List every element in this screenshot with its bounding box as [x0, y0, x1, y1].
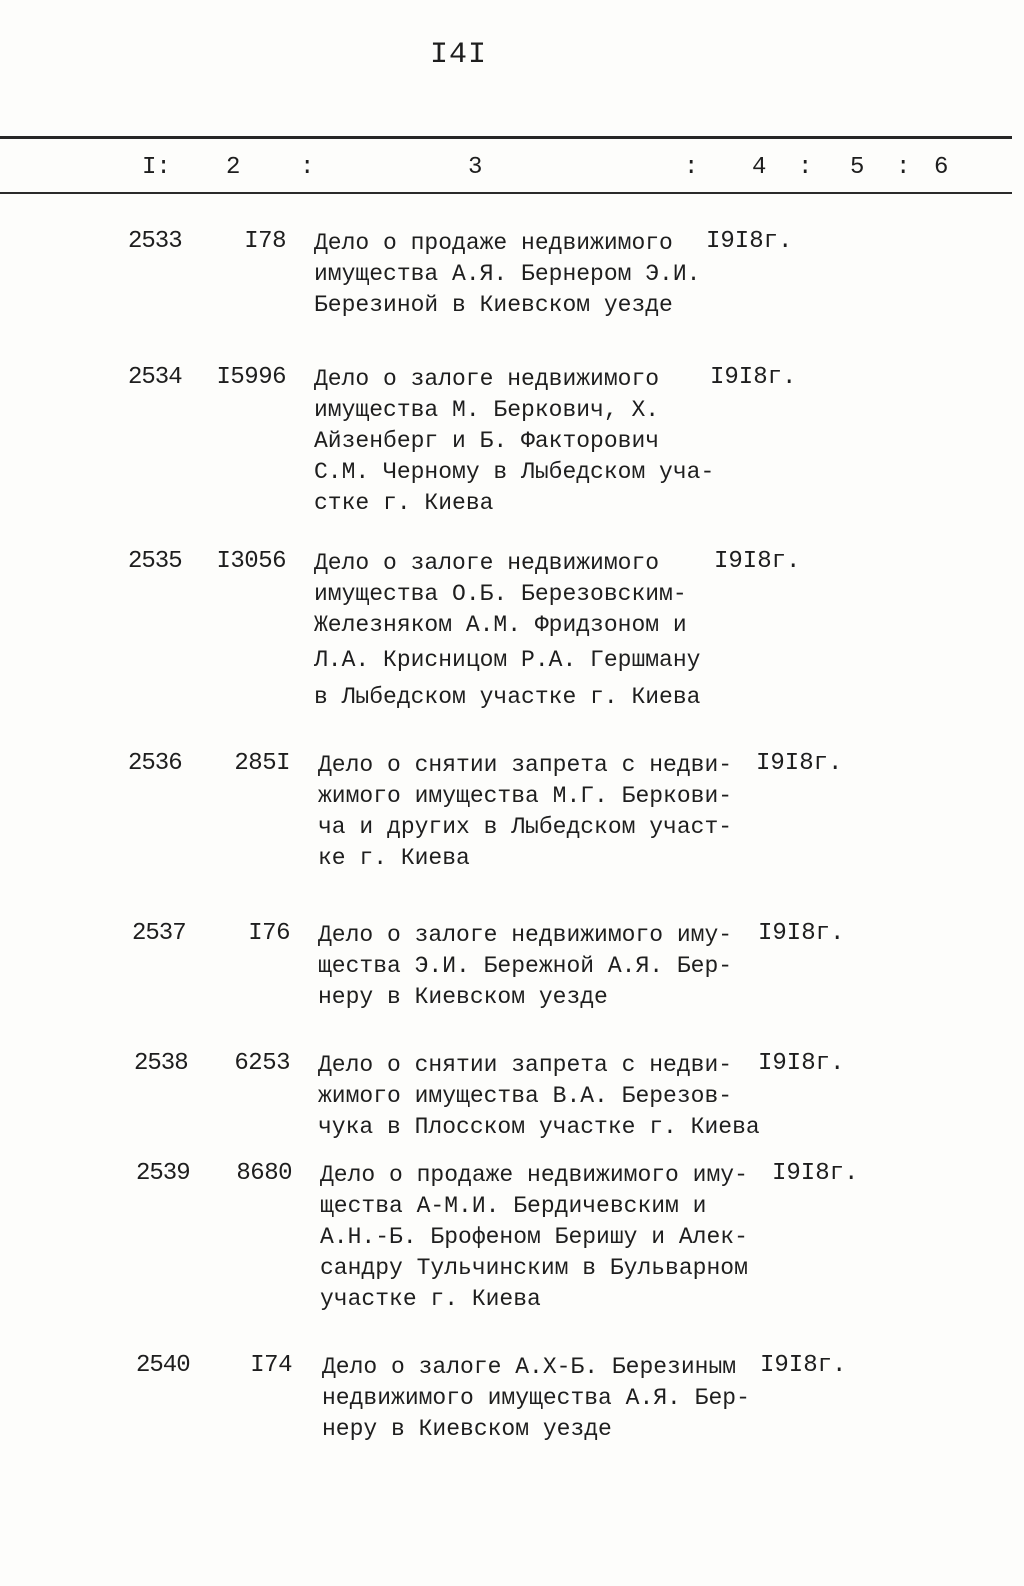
record-file-number: 8680	[236, 1160, 292, 1187]
record-title-line: жимого имущества М.Г. Беркови-	[318, 783, 733, 809]
record-file-number: I3056	[216, 548, 286, 575]
record-title-line: жимого имущества В.А. Березов-	[318, 1083, 733, 1109]
record-year: I9I8г.	[758, 1050, 845, 1077]
record-title-line: неру в Киевском уезде	[318, 984, 608, 1010]
record-number: 2539	[136, 1160, 190, 1187]
record-year: I9I8г.	[758, 920, 845, 947]
record-year: I9I8г.	[706, 228, 793, 255]
record-title-line: Л.А. Крисницом Р.А. Гершману	[314, 647, 701, 673]
record-file-number: I76	[248, 920, 290, 947]
record-title-line: недвижимого имущества А.Я. Бер-	[322, 1385, 750, 1411]
record-year: I9I8г.	[714, 548, 801, 575]
record-title-line: Железняком А.М. Фридзоном и	[314, 612, 687, 638]
record-number: 2534	[128, 364, 182, 391]
record-number: 2535	[128, 548, 182, 575]
record-file-number: 6253	[234, 1050, 290, 1077]
column-header-3: 3	[468, 154, 483, 181]
record-file-number: I78	[244, 228, 286, 255]
record-title	[318, 920, 732, 1013]
record-title-line: в Лыбедском участке г. Киева	[314, 684, 701, 710]
column-header-4: 4	[752, 154, 767, 181]
record-number: 2533	[128, 228, 182, 255]
record-title-line: стке г. Киева	[314, 490, 494, 516]
record-title-line: щества А-М.И. Бердичевским и	[320, 1193, 707, 1219]
record-title	[314, 548, 700, 713]
header-rule-top	[0, 136, 1012, 139]
header-rule-bottom	[0, 192, 1012, 194]
column-separator-2: :	[684, 154, 699, 181]
record-title-line: чука в Плосском участке г. Киева	[318, 1114, 760, 1140]
column-separator-3: :	[798, 154, 813, 181]
record-title-line: А.Н.-Б. Брофеном Беришу и Алек-	[320, 1224, 748, 1250]
record-title-line: Дело о продаже недвижимого иму-	[320, 1162, 748, 1188]
record-title-line: С.М. Черному в Лыбедском уча-	[314, 459, 715, 485]
record-title-line: ча и других в Лыбедском участ-	[318, 814, 733, 840]
record-title-line: Дело о снятии запрета с недви-	[318, 1052, 733, 1078]
column-header-1: I:	[142, 154, 171, 181]
column-header-6: 6	[934, 154, 949, 181]
record-year: I9I8г.	[772, 1160, 859, 1187]
record-title-line: Дело о залоге недвижимого иму-	[318, 922, 733, 948]
record-title	[314, 228, 700, 321]
record-title-line: Березиной в Киевском уезде	[314, 292, 673, 318]
record-title-line: имущества А.Я. Бернером Э.И.	[314, 261, 701, 287]
record-title	[320, 1160, 748, 1315]
record-title-line: имущества М. Беркович, Х.	[314, 397, 660, 423]
record-title-line: неру в Киевском уезде	[322, 1416, 612, 1442]
record-title-line: сандру Тульчинским в Бульварном	[320, 1255, 748, 1281]
page-number: I4I	[430, 38, 488, 72]
record-file-number: I5996	[216, 364, 286, 391]
record-title-line: Дело о залоге А.Х-Б. Березиным	[322, 1354, 737, 1380]
record-year: I9I8г.	[760, 1352, 847, 1379]
record-title-line: щества Э.И. Бережной А.Я. Бер-	[318, 953, 733, 979]
record-title-line: имущества О.Б. Березовским-	[314, 581, 687, 607]
record-title	[318, 750, 732, 874]
record-title-line: Дело о залоге недвижимого	[314, 366, 660, 392]
record-title	[318, 1050, 760, 1143]
record-file-number: 285I	[234, 750, 290, 777]
record-number: 2537	[132, 920, 186, 947]
record-file-number: I74	[250, 1352, 292, 1379]
column-separator-1: :	[300, 154, 315, 181]
record-number: 2538	[134, 1050, 188, 1077]
record-title-line: участке г. Киева	[320, 1286, 541, 1312]
column-header-5: 5	[850, 154, 865, 181]
record-year: I9I8г.	[710, 364, 797, 391]
record-title	[314, 364, 714, 519]
record-number: 2536	[128, 750, 182, 777]
record-year: I9I8г.	[756, 750, 843, 777]
column-separator-4: :	[896, 154, 911, 181]
record-title	[322, 1352, 750, 1445]
record-title-line: Дело о продаже недвижимого	[314, 230, 673, 256]
record-title-line: ке г. Киева	[318, 845, 470, 871]
record-title-line: Дело о снятии запрета с недви-	[318, 752, 733, 778]
record-title-line: Айзенберг и Б. Факторович	[314, 428, 660, 454]
record-number: 2540	[136, 1352, 190, 1379]
column-header-2: 2	[226, 154, 241, 181]
record-title-line: Дело о залоге недвижимого	[314, 550, 660, 576]
